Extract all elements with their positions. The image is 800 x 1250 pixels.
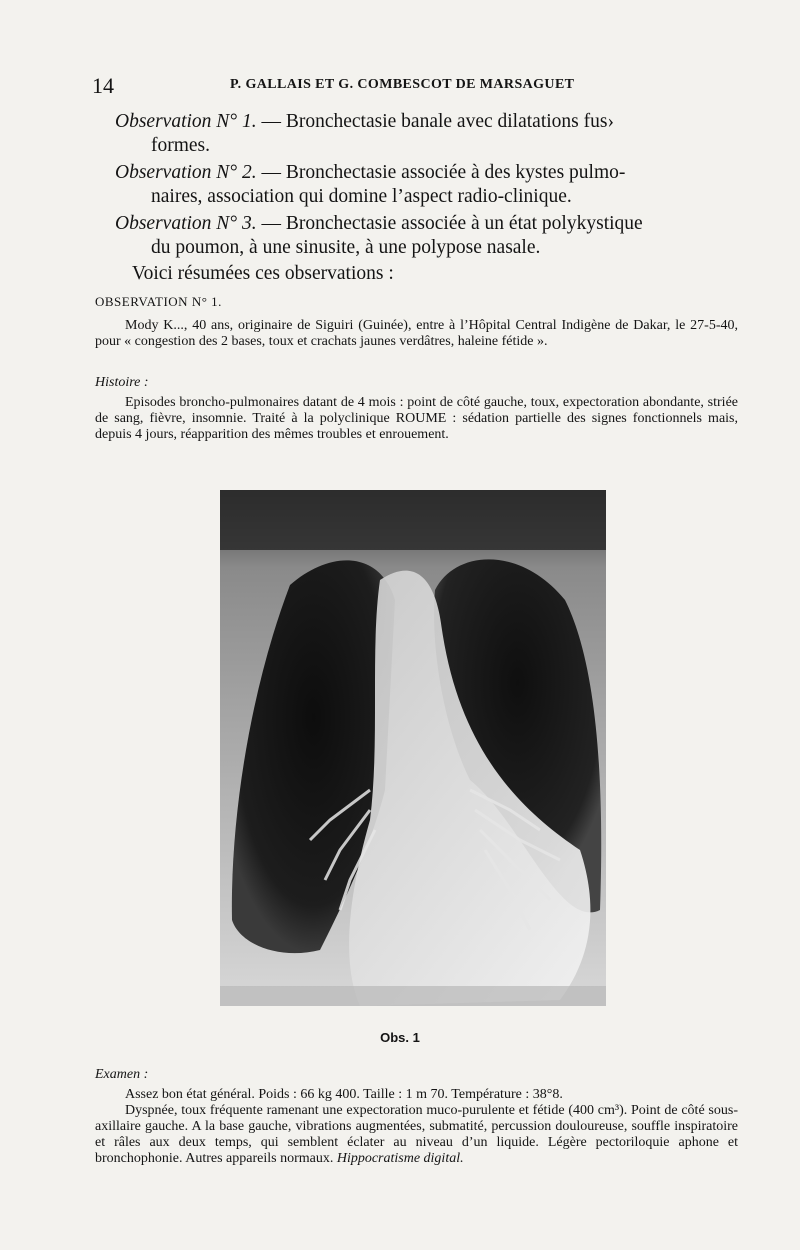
histoire-text: Episodes broncho-pulmonaires datant de 4 mois : point de côté gauche, toux, expectoration abondante, striée de sang, fièvre, insomnie. Traité à la polyclinique ROUME : sédation partielle des signes fonctionnels mais, depuis 4 jours, réapparition des mêmes troubles et enrouement. (95, 395, 738, 442)
summary-line: Voici résumées ces observations : (132, 263, 394, 284)
observation-entry-3 (115, 212, 740, 260)
observation-continuation: du poumon, à une sinusite, à une polypose nasale. (151, 237, 541, 258)
histoire-heading: Histoire : (95, 375, 149, 390)
examen-heading: Examen : (95, 1067, 149, 1082)
xray-image (220, 490, 606, 1006)
observation-title: Observation N° 3. (115, 213, 257, 234)
patient-paragraph (95, 318, 738, 350)
examen-line-1: Assez bon état général. Poids : 66 kg 400. Taille : 1 m 70. Température : 38°8. (125, 1087, 563, 1102)
page-header (92, 73, 738, 99)
running-title: P. GALLAIS ET G. COMBESCOT DE MARSAGUET (230, 77, 575, 92)
page-number: 14 (92, 73, 114, 98)
observation-continuation: formes. (151, 135, 211, 156)
patient-text: Mody K..., 40 ans, originaire de Siguiri (Guinée), entre à l’Hôpital Central Indigène de Dakar, le 27-5-40, pour « congestion des 2 bases, toux et crachats jaunes verdâtres, haleine fétide ». (95, 318, 738, 349)
observation-entry-2 (115, 161, 740, 209)
observation-continuation: naires, association qui domine l’aspect radio-clinique. (151, 186, 572, 207)
chest-xray-figure (220, 490, 606, 1006)
xray-top-shadow (220, 490, 606, 550)
examen-paragraph (95, 1087, 738, 1167)
xray-bottom-edge (220, 986, 606, 1006)
histoire-paragraph (95, 395, 738, 443)
observation-text: — Bronchectasie associée à des kystes pulmo- (256, 162, 626, 183)
observation-title: Observation N° 1. (115, 111, 257, 132)
examen-line-2-text: Dyspnée, toux fréquente ramenant une expectoration muco-purulente et fétide (400 cm³). Point de côté sous-axillaire gauche. A la base gauche, vibrations augmentées, submatité, percussion douloureuse, souffle inspiratoire et râles aux deux temps, qui semblent éclater au niveau d’un liquide. Légère pectoriloquie aphone et bronchophonie. Autres appareils normaux. (95, 1103, 738, 1166)
observation-text: — Bronchectasie associée à un état polykystique (256, 213, 643, 234)
observation-title: Observation N° 2. (115, 162, 257, 183)
examen-line-2 (95, 1103, 738, 1167)
observation-text: — Bronchectasie banale avec dilatations fus› (256, 111, 614, 132)
examen-italic-text: Hippocratisme digital. (336, 1151, 464, 1166)
figure-caption: Obs. 1 (380, 1030, 420, 1045)
observation-heading: OBSERVATION N° 1. (95, 294, 222, 309)
observation-entry-1 (115, 110, 740, 158)
observation-list (115, 110, 740, 285)
